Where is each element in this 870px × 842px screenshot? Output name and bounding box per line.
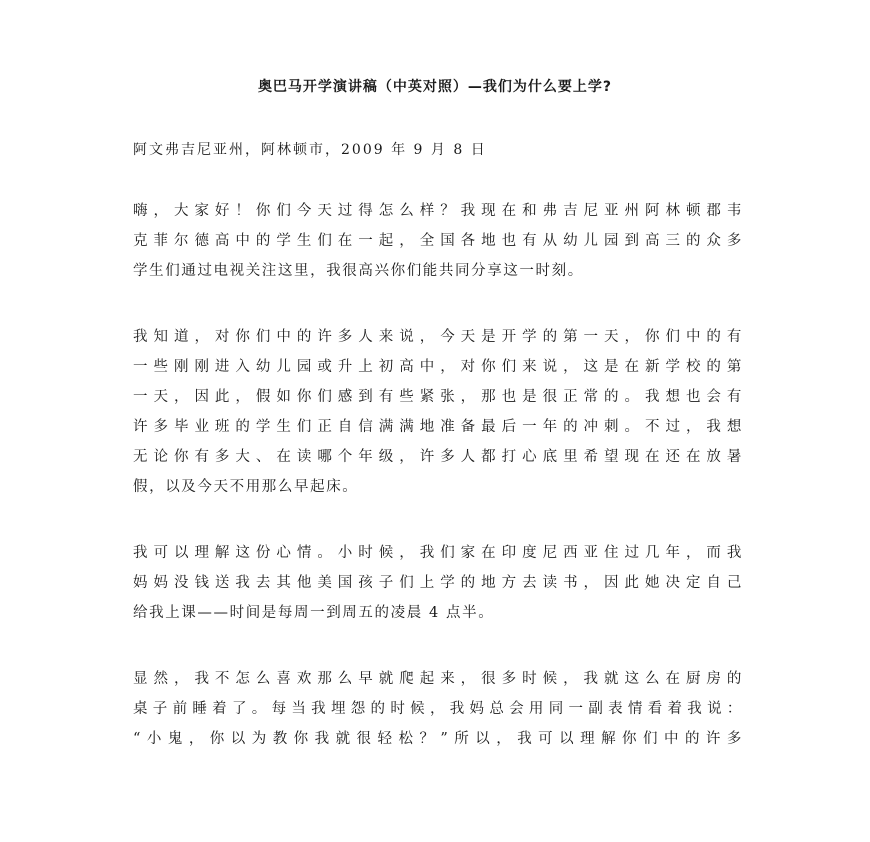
paragraph-3 (133, 538, 743, 628)
text-line: 学生们通过电视关注这里，我很高兴你们能共同分享这一时刻。 (133, 263, 584, 279)
dateline: 阿文弗吉尼亚州，阿林顿市，2009 年 9 月 8 日 (133, 142, 487, 158)
text-line: 嗨，大家好！你们今天过得怎么样？我现在和弗吉尼亚州阿林顿郡韦 (133, 203, 743, 219)
text-line: 妈妈没钱送我去其他美国孩子们上学的地方去读书，因此她决定自己 (133, 575, 743, 591)
text-line: 显然，我不怎么喜欢那么早就爬起来，很多时候，我就这么在厨房的 (133, 671, 743, 687)
text-line: 桌子前睡着了。每当我埋怨的时候，我妈总会用同一副表情看着我说： (133, 701, 743, 717)
text-line: 假，以及今天不用那么早起床。 (133, 479, 359, 495)
paragraph-2 (133, 322, 743, 502)
paragraph-1 (133, 196, 743, 286)
text-line: 我可以理解这份心情。小时候，我们家在印度尼西亚住过几年，而我 (133, 545, 743, 561)
text-line: 许多毕业班的学生们正自信满满地准备最后一年的冲刺。不过，我想 (133, 419, 743, 435)
text-line: 无论你有多大、在读哪个年级，许多人都打心底里希望现在还在放暑 (133, 449, 743, 465)
text-line: 我知道，对你们中的许多人来说，今天是开学的第一天，你们中的有 (133, 329, 743, 345)
text-line: 一些刚刚进入幼儿园或升上初高中，对你们来说，这是在新学校的第 (133, 359, 743, 375)
document-title: 奥巴马开学演讲稿（中英对照）—我们为什么要上学? (257, 79, 613, 95)
paragraph-4 (133, 664, 743, 754)
text-line: 给我上课——时间是每周一到周五的凌晨 4 点半。 (133, 605, 495, 621)
text-line: 一天，因此，假如你们感到有些紧张，那也是很正常的。我想也会有 (133, 389, 743, 405)
text-line: “小鬼，你以为教你我就很轻松？”所以，我可以理解你们中的许多 (133, 731, 743, 747)
text-line: 克菲尔德高中的学生们在一起，全国各地也有从幼儿园到高三的众多 (133, 233, 743, 249)
